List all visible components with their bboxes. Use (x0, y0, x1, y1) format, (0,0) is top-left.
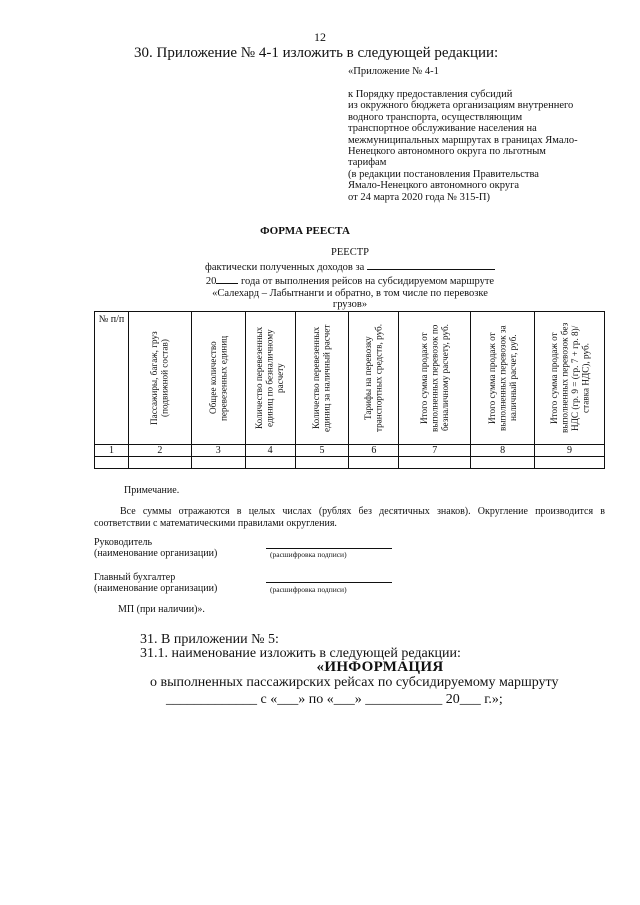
head-org-label: (наименование организации) (94, 548, 218, 559)
order-line: межмуниципальных маршрутах в границах Ямало- (348, 134, 578, 146)
head-signature-line (266, 548, 392, 549)
table-row (95, 457, 605, 469)
accountant-label: Главный бухгалтер (94, 572, 176, 583)
order-line: транспортное обслуживание населения на (348, 123, 537, 135)
column-header: Общее количество перевезенных единиц (191, 312, 245, 445)
column-header: Итого сумма продаж от выполненных перевозок без НДС (гр. 9 = (гр. 7 + гр. 8)/ ставка НДС), руб. (535, 312, 605, 445)
accountant-signature-line (266, 582, 392, 583)
column-header: Тарифы на перевозку транспортных средств, руб. (349, 312, 399, 445)
register-line-3: «Салехард – Лабытнанги и обратно, в том числе по перевозке (212, 287, 488, 299)
register-line-2: 20 года от выполнения рейсов на субсидируемом маршруте (0, 273, 640, 288)
register-line-1: фактически полученных доходов за (0, 259, 640, 274)
stamp-label: МП (при наличии)». (118, 604, 205, 615)
info-title: «ИНФОРМАЦИЯ (316, 659, 444, 675)
column-header: Пассажиры, багаж, груз (подвижной состав) (128, 312, 191, 445)
column-number: 3 (191, 445, 245, 457)
column-number: 2 (128, 445, 191, 457)
head-label: Руководитель (94, 537, 153, 548)
column-header: Итого сумма продаж от выполненных перевозок за наличный расчет, руб. (471, 312, 535, 445)
column-number: 4 (245, 445, 295, 457)
order-line: Ямало-Ненецкого автономного округа (348, 180, 520, 192)
table-header-row (95, 312, 605, 445)
order-line: из окружного бюджета организациям внутреннего (348, 100, 574, 112)
item-31-heading: 31. В приложении № 5: (140, 632, 279, 647)
column-number: 6 (349, 445, 399, 457)
appendix-order-block (348, 89, 578, 203)
info-subtitle: о выполненных пассажирских рейсах по субсидируемому маршруту (150, 675, 559, 690)
form-title: ФОРМА РЕЕСТА (260, 225, 350, 237)
column-number: 9 (535, 445, 605, 457)
accountant-decode-label: (расшифровка подписи) (270, 585, 347, 594)
note-label: Примечание. (124, 485, 180, 496)
register-table (94, 311, 605, 469)
order-line: тарифам (348, 157, 387, 169)
column-number: 1 (95, 445, 129, 457)
column-header: Итого сумма продаж от выполненных перевозок по безналичному расчету, руб. (399, 312, 471, 445)
order-line: к Порядку предоставления субсидий (348, 89, 513, 100)
column-header: № п/п (95, 312, 129, 445)
table-row (95, 445, 605, 457)
appendix-label: «Приложение № 4-1 (348, 66, 439, 77)
column-header: Количество перевезенных единиц за наличный расчет (295, 312, 349, 445)
note-text: Все суммы отражаются в целых числах (рублях без десятичных знаков). Округление производится в соответствии с математическими правилами округления. (94, 506, 605, 529)
register-line-4: грузов» (332, 299, 368, 310)
accountant-org-label: (наименование организации) (94, 583, 218, 594)
column-number: 8 (471, 445, 535, 457)
head-decode-label: (расшифровка подписи) (270, 550, 347, 559)
item-31-1-heading: 31.1. наименование изложить в следующей редакции: (140, 646, 461, 661)
order-line: водного транспорта, осуществляющим (348, 111, 523, 123)
info-period-line: _____________ с «___» по «___» ___________ 20___ г.»; (166, 692, 503, 707)
page-number: 12 (314, 30, 326, 44)
column-number: 7 (399, 445, 471, 457)
register-title: РЕЕСТР (331, 247, 369, 258)
order-line: Ненецкого автономного округа по льготным (348, 146, 546, 158)
order-line: (в редакции постановления Правительства (348, 168, 539, 180)
register-heading (0, 247, 640, 311)
item-30-heading: 30. Приложение № 4-1 изложить в следующей редакции: (134, 45, 499, 61)
column-number: 5 (295, 445, 349, 457)
column-header: Количество перевезенных единиц по безналичному расчету (245, 312, 295, 445)
order-line: от 24 марта 2020 года № 315-П) (348, 191, 491, 203)
